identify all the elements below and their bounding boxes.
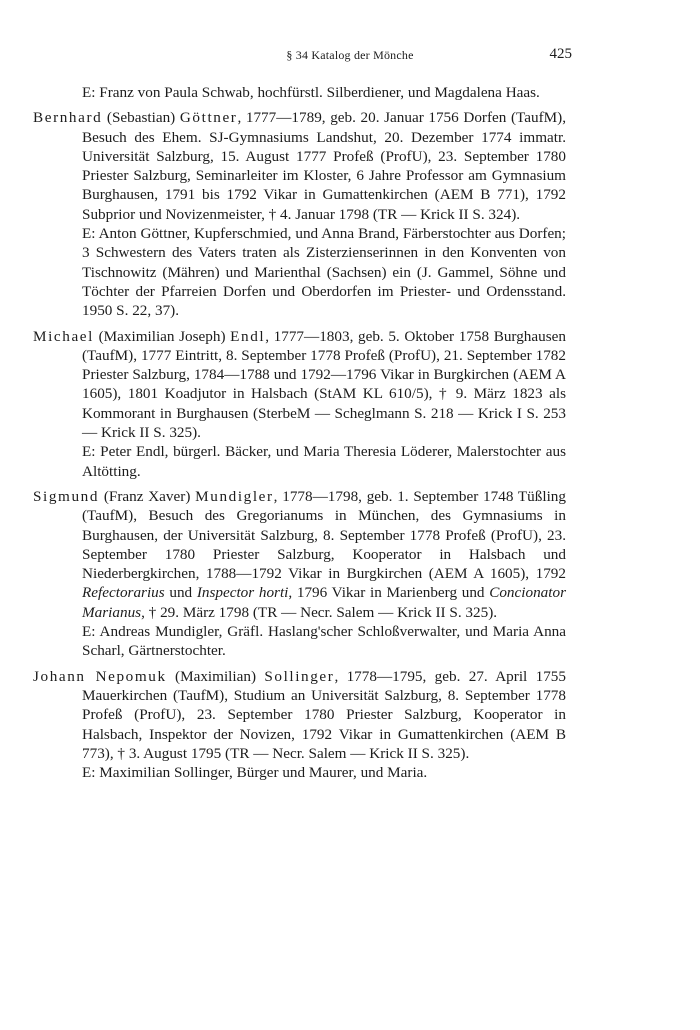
catalog-entry: [33, 327, 566, 443]
entry-text: E: Maximilian Sollinger, Bürger und Maurer, und Maria.: [82, 764, 428, 782]
entry-text: (Maximilian Joseph): [93, 327, 231, 345]
entry-text: , 1778—1795, geb. 27. April 1755 Mauerkirchen (TaufM), Studium an Universität Salzburg, 8. September 1778 Profeß (ProfU), 23. September 1780 Priester Salzburg, Kooperator in Halsbach, Inspektor der Novizen, 1792 Vikar in Gumattenkirchen (AEM B 773), † 3. August 1795 (TR — Necr. Salem — Krick II S. 325).: [82, 667, 566, 762]
entry-text: , 1777—1789, geb. 20. Januar 1756 Dorfen (TaufM), Besuch des Ehem. SJ-Gymnasiums Landshut, 20. Dezember 1774 immatr. Universität Salzburg, 15. August 1777 Profeß (ProfU), 23. September 1780 Priester Salzburg, Seminarleiter im Kloster, 6 Jahre Professor am Gymnasium Burghausen, 1791 bis 1792 Vikar in Gumattenkirchen (AEM B 771), 1792 Subprior und Novizenmeister, † 4. Januar 1798 (TR — Krick II S. 324).: [82, 109, 566, 223]
entry-text: E: Franz von Paula Schwab, hochfürstl. Silberdiener, und Magdalena Haas.: [82, 84, 540, 101]
entry-text: und: [164, 584, 197, 602]
entry-text: E: Peter Endl, bürgerl. Bäcker, und Maria Theresia Löderer, Malerstochter aus Altötting.: [82, 443, 566, 480]
latin-term: Concionator Marianus: [82, 584, 566, 621]
entry-text: , 1777—1803, geb. 5. Oktober 1758 Burghausen (TaufM), 1777 Eintritt, 8. September 1778 Profeß (ProfU), 21. September 1782 Priester Salzburg, 1784—1788 und 1792—1796 Vikar in Burgkirchen (AEM A 1605), 1801 Koadjutor in Halsbach (StAM KL 610/5), † 9. März 1823 als Kommorant in Burghausen (SterbeM — Scheglmann S. 218 — Krick I S. 253 — Krick II S. 325).: [82, 327, 566, 442]
entry-text: (Franz Xaver): [99, 487, 196, 505]
entry-family-note: [33, 763, 566, 782]
catalog-entry: [33, 487, 566, 622]
person-name: Mundigler: [195, 487, 274, 505]
running-title: § 34 Katalog der Mönche: [286, 48, 414, 62]
catalog-entry: [33, 108, 566, 224]
entry-family-note: [33, 224, 566, 320]
person-name: Bernhard: [33, 109, 103, 127]
entry-family-note: [33, 442, 566, 481]
entry-text: (Sebastian): [102, 109, 180, 127]
person-name: Göttner: [179, 109, 238, 127]
latin-term: Refectorarius: [82, 584, 165, 602]
entry-text: , † 29. März 1798 (TR — Necr. Salem — Krick II S. 325).: [141, 603, 498, 621]
entry-family-note: [33, 83, 566, 102]
entry-text: (Maximilian): [166, 667, 265, 685]
entry-text: E: Anton Göttner, Kupferschmied, und Anna Brand, Färberstochter aus Dorfen; 3 Schwestern des Vaters traten als Zisterzienserinnen in den Konventen von Tischnowitz (Mähren) und Marienthal (Sachsen) ein (J. Gammel, Söhne und Töchter der Pfarreien Dorfen und Oberdorfen im Priester- und Ordensstand. 1950 S. 22, 37).: [82, 225, 566, 320]
entry-text: , 1796 Vikar in Marienberg und: [288, 584, 490, 602]
entry-family-note: [33, 622, 566, 661]
catalog-entry: [33, 667, 566, 763]
person-name: Johann Nepomuk: [33, 667, 167, 685]
person-name: Endl: [230, 327, 266, 345]
running-header: [0, 46, 700, 66]
page-number: 425: [549, 46, 572, 62]
entry-text: , 1778—1798, geb. 1. September 1748 Tüßling (TaufM), Besuch des Gregorianums in München, des Gymnasiums in Burghausen, der Universität Salzburg, 8. September 1778 Profeß (ProfU), 23. September 1780 Priester Salzburg, Kooperator in Halsbach und Niederbergkirchen, 1788—1792 Vikar in Burgkirchen (AEM A 1605), 1792: [82, 487, 566, 583]
person-name: Michael: [33, 327, 94, 345]
latin-term: Inspector horti: [196, 584, 289, 602]
person-name: Sigmund: [33, 487, 100, 505]
person-name: Sollinger: [264, 667, 335, 685]
catalog-text: [33, 83, 566, 782]
entry-text: E: Andreas Mundigler, Gräfl. Haslang'scher Schloßverwalter, und Maria Anna Scharl, Gärtnerstochter.: [82, 623, 566, 660]
